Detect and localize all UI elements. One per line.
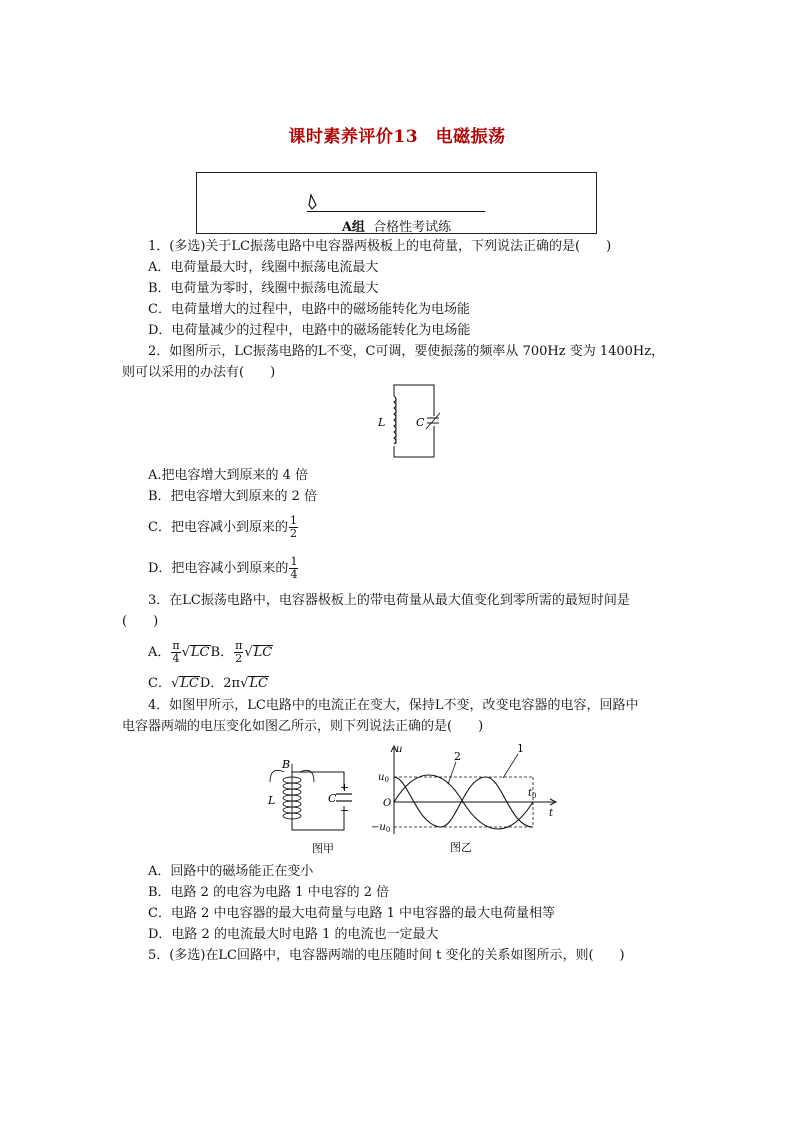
- q2-option-d-numerator: 1: [290, 555, 298, 568]
- q4-fig-origin: O: [383, 798, 392, 809]
- q3-option-c-radicand: LC: [180, 676, 199, 691]
- q3-stem-line1: 3．在LC振荡电路中，电容器极板上的带电荷量从最大值变化到零所需的最短时间是: [148, 593, 630, 608]
- q2-option-d: [148, 556, 299, 581]
- q2-option-c-fraction: [289, 515, 298, 540]
- banner-rule: [307, 211, 485, 212]
- q2-option-b: B．把电容增大到原来的 2 倍: [148, 489, 318, 504]
- q2-lc-circuit-figure: [372, 382, 442, 460]
- q3-option-c-label: C．: [148, 676, 171, 691]
- q3-options-cd: C．√LCD．2π√LC: [148, 676, 268, 691]
- q2-option-c-text: C．把电容减小到原来的: [148, 520, 288, 535]
- svg-text:u0: [378, 772, 389, 784]
- page-title: 课时素养评价13 电磁振荡: [288, 127, 506, 147]
- q3-stem-line2: ( ): [122, 614, 159, 629]
- q4-option-c: C．电路 2 中电容器的最大电荷量与电路 1 中电容器的最大电荷量相等: [148, 906, 556, 921]
- q4-option-d: D．电路 2 的电流最大时电路 1 的电流也一定最大: [148, 927, 439, 942]
- group-title: 合格性考试练: [373, 220, 452, 235]
- q2-stem-line2: 则可以采用的办法有( ): [122, 365, 276, 380]
- q4-stem-line1: 4．如图甲所示，LC电路中的电流正在变大，保持L不变，改变电容器的电容，回路中: [148, 698, 639, 713]
- q4-fig-u0-sub: 0: [384, 776, 389, 784]
- q3-option-d-label: D．2π: [199, 676, 241, 691]
- q4-fig-t-axis: t: [549, 808, 554, 819]
- q4-fig-u-axis: u: [396, 744, 403, 755]
- q4-fig-label-l: L: [268, 794, 276, 807]
- q3-option-a-fraction: [171, 640, 180, 665]
- q4-fig-t0-sub: 0: [532, 792, 537, 800]
- q4-option-a: A．回路中的磁场能正在变小: [148, 864, 314, 879]
- q2-option-d-fraction: [289, 556, 298, 581]
- section-heading: [197, 216, 596, 235]
- q2-option-d-text: D．把电容减小到原来的: [148, 561, 289, 576]
- q3-option-a-numerator: π: [172, 639, 180, 652]
- q4-figure-yi: [368, 744, 564, 854]
- q2-option-c-numerator: 1: [289, 514, 297, 527]
- q3-option-a-radicand: LC: [190, 645, 210, 660]
- q4-fig-curve1-label: 1: [517, 744, 524, 755]
- q4-fig-u0: u: [378, 772, 385, 783]
- q3-option-b-fraction: [234, 640, 243, 665]
- q3-option-b-radicand: LC: [253, 645, 273, 660]
- svg-text:−u0: [371, 822, 390, 834]
- q4-fig-neg-u0: −u: [371, 822, 386, 833]
- q3-option-b-numerator: π: [235, 639, 243, 652]
- q4-fig-t0: t: [528, 788, 533, 799]
- section-banner: [196, 172, 597, 234]
- q2-option-c: [148, 515, 299, 540]
- q4-fig-yi-caption: 图乙: [450, 841, 472, 854]
- q4-fig-minus: −: [340, 804, 350, 817]
- q1-option-a: A．电荷量最大时，线圈中振荡电流最大: [148, 260, 379, 275]
- q2-option-d-denominator: 4: [290, 568, 298, 581]
- q4-figure-jia: [262, 758, 367, 854]
- q3-option-a-label: A．: [148, 645, 171, 660]
- q1-option-c: C．电荷量增大的过程中，电路中的磁场能转化为电场能: [148, 302, 470, 317]
- q1-option-b: B．电荷量为零时，线圈中振荡电流最大: [148, 281, 379, 296]
- q4-fig-label-c: C: [328, 792, 337, 805]
- q1-stem: 1．(多选)关于LC振荡电路中电容器两极板上的电荷量，下列说法正确的是( ): [148, 239, 612, 254]
- q2-option-c-denominator: 2: [289, 527, 297, 540]
- q2-fig-label-l: L: [378, 416, 386, 429]
- q4-option-b: B．电路 2 的电容为电路 1 中电容的 2 倍: [148, 885, 390, 900]
- q4-fig-label-b: B: [282, 758, 291, 771]
- q4-fig-jia-caption: 图甲: [312, 842, 334, 854]
- q3-option-b-denominator: 2: [235, 652, 243, 665]
- q4-fig-plus: +: [340, 781, 350, 794]
- q2-option-a: A.把电容增大到原来的 4 倍: [148, 468, 309, 483]
- group-label: A组: [341, 220, 365, 235]
- q3-option-d-radicand: LC: [249, 676, 268, 691]
- q3-options-ab: A． $\frac{\pi}{4}$ √LCB． $\frac{\pi}{2}$ √LC: [148, 639, 273, 665]
- q5-stem: 5．(多选)在LC回路中，电容器两端的电压随时间 t 变化的关系如图所示，则( ): [148, 948, 625, 963]
- q1-option-d: D．电荷量减少的过程中，电路中的磁场能转化为电场能: [148, 323, 471, 338]
- q4-fig-curve2-label: 2: [454, 750, 461, 763]
- q4-stem-line2: 电容器两端的电压变化如图乙所示，则下列说法正确的是( ): [122, 719, 484, 734]
- q4-fig-neg-u0-sub: 0: [385, 826, 391, 834]
- pen-icon: [307, 193, 321, 211]
- q3-option-a-denominator: 4: [172, 652, 180, 665]
- q2-fig-label-c: C: [416, 416, 425, 429]
- q2-stem-line1: 2．如图所示，LC振荡电路的L不变，C可调，要使振荡的频率从 700Hz 变为 1400Hz，: [148, 344, 665, 359]
- svg-text:t0: [528, 788, 537, 800]
- q3-option-b-label: B．: [210, 645, 234, 660]
